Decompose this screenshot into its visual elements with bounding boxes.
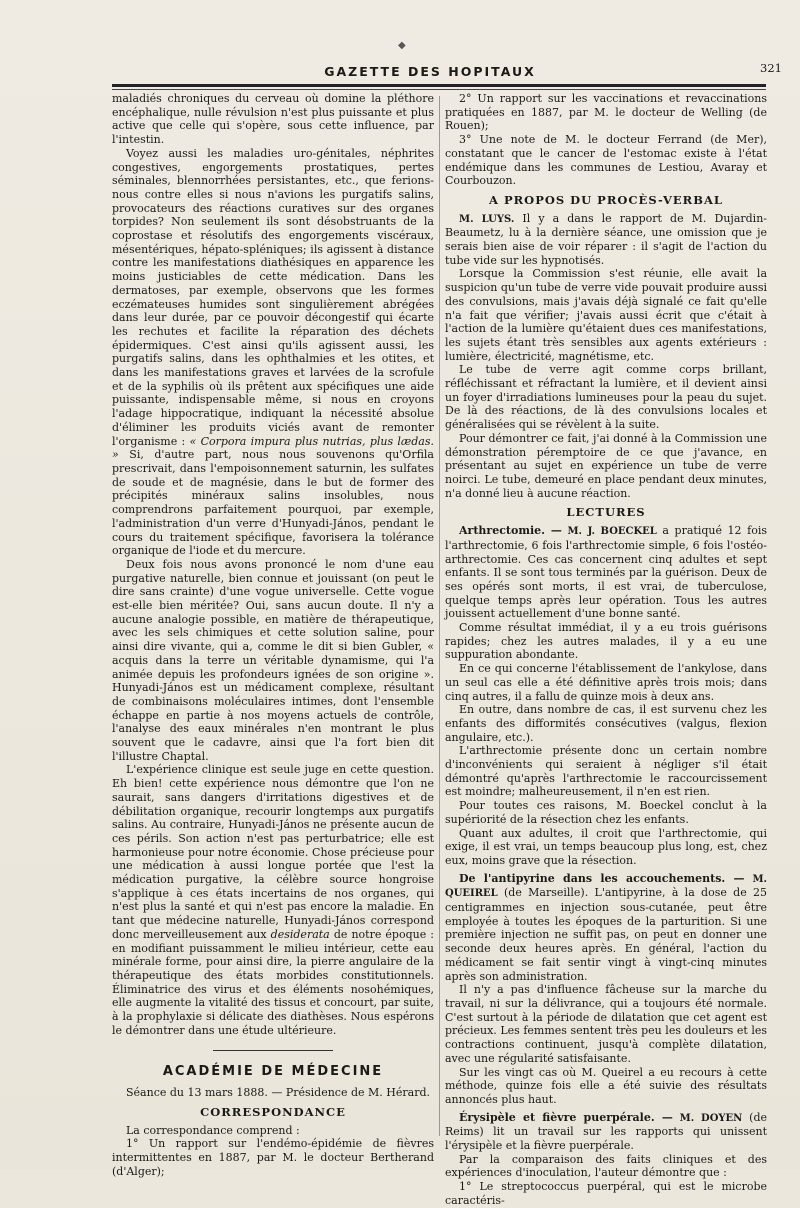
- paragraph: Pour démontrer ce fait, j'ai donné à la Commission une démonstration péremptoire de ce que j'avance, en présentant au sujet en expérience un tube de verre noirci. Le tube, demeuré en place pendant deux minutes, n'a donné lieu à aucune réaction.: [445, 431, 767, 500]
- list-item: 1° Un rapport sur l'endémo-épidémie de fièvres intermittentes en 1887, par M. le docteur Bertherand (d'Alger);: [112, 1137, 434, 1178]
- paragraph: [445, 872, 767, 984]
- paragraph: Deux fois nous avons prononcé le nom d'une eau purgative naturelle, bien connue et jouissant (on peut le dire sans crainte) d'une vogue universelle. Cette vogue est-elle bien méritée? Oui, sans aucun doute. Il n'y a aucune analogie possible, en matière de thérapeutique, avec les sels chimiques et cette solution saline, pour ainsi dire vivante, qui a, comme le dit si bien Gubler, « acquis dans la terre un véritable dynamisme, qui l'a animée depuis les profondeurs ignées de son origine ». Hunyadi-János est un médicament complexe, résultant de combinaisons moléculaires intimes, dont l'ensemble échappe en partie à nos moyens actuels de contrôle, l'analyse des eaux minérales n'en montrant le plus souvent que le cadavre, ainsi que l'a fort bien dit l'illustre Chaptal.: [112, 557, 434, 763]
- article-label: De l'antipyrine dans les accouchements. —: [459, 871, 745, 885]
- paragraph-text: a pratiqué 12 fois l'arthrectomie, 6 fois l'arthrectomie simple, 6 fois l'ostéo-arthrectomie. Ces cas concernent cinq adultes et sept enfants. Il se sont tous terminés par la guérison. Deux de ses opérés sont morts, il est vrai, de tuberculose, quelque temps après leur opération. Tous les autres jouissent actuellement d'une bonne santé.: [445, 524, 767, 621]
- paragraph: Par la comparaison des faits cliniques et des expériences d'inoculation, l'auteur démontre que :: [445, 1152, 767, 1180]
- author-name: M. J. BOECKEL: [567, 526, 657, 538]
- paragraph: 1° Le streptococcus puerpéral, qui est le microbe caractéris-: [445, 1180, 767, 1207]
- page-number: 321: [760, 61, 782, 75]
- latin-quote: « Corpora impura plus nutrias, plus lædas. »: [112, 434, 435, 462]
- header-rule-thin: [112, 89, 766, 90]
- paragraph-text: Voyez aussi les maladies uro-génitales, néphrites congestives, engorgements prostatiques, pertes séminales, blennorrhées persistantes, etc., que ferions-nous contre elles si nous n'avions les purgatifs salins, provocateurs des réactions curatives sur des organes torpides? Non seulement ils sont désobstruants de la coprostase et résolutifs des engorgements viscéraux, mésentériques, hépato-spléniques; ils agissent à distance contre les manifestations diathésiques en apparence les moins justiciables de cette médication. Dans les dermatoses, par exemple, observons que les formes eczémateuses humides sont singulièrement abrégées dans leur durée, par ce pouvoir décongestif qui écarte les rechutes et facilite la réparation des déchets épidermiques. C'est ainsi qu'ils agissent aussi, les purgatifs salins, dans les ophthalmies et les otites, et dans les manifestations graves et larvées de la scrofule et de la syphilis où ils prêtent aux spécifiques une aide puissante, indispensable même, si nous en croyons l'adage hippocratique, indiquant la nécessité absolue d'éliminer les produits viciés avant de remonter l'organisme :: [112, 146, 434, 448]
- paragraph: Comme résultat immédiat, il y a eu trois guérisons rapides; chez les autres malades, il y a eu une suppuration abondante.: [445, 621, 767, 662]
- academy-title: ACADÉMIE DE MÉDECINE: [162, 1063, 384, 1079]
- list-item: 3° Une note de M. le docteur Ferrand (de Mer), constatant que le cancer de l'estomac existe à l'état endémique dans les communes de Lestiou, Avaray et Courbouzon.: [445, 133, 767, 188]
- paragraph-text: L'expérience clinique est seule juge en cette question. Eh bien! cette expérience nous démontre que l'on ne saurait, sans dangers d'irritations digestives et de débilitation organique, recourir longtemps aux purgatifs salins. Au contraire, Hunyadi-János ne présente aucun de ces périls. Son action n'est pas perturbatrice; elle est harmonieuse pour notre économie. Chose précieuse pour une médication à aussi longue portée que l'est la médication purgative, la célèbre source hongroise s'applique à ces états incertains de nos organes, qui n'est plus la santé et qui n'est pas encore la maladie. En tant que médecine naturelle, Hunyadi-János correspond donc merveilleusement aux: [112, 763, 434, 941]
- paragraph: La correspondance comprend :: [126, 1123, 300, 1137]
- author-name: M. DOYEN: [679, 1112, 743, 1124]
- paragraph: Il n'y a pas d'influence fâcheuse sur la marche du travail, ni sur la délivrance, qui a toujours été normale. C'est surtout à la période de dilatation que cet agent est précieux. Les femmes sentent très peu les douleurs et les contractions continuent, jusqu'à complète dilatation, avec une régularité satisfaisante.: [445, 983, 767, 1065]
- paragraph: En outre, dans nombre de cas, il est survenu chez les enfants des difformités consécutives (valgus, flexion angulaire, etc.).: [445, 703, 767, 744]
- paragraph: En ce qui concerne l'établissement de l'ankylose, dans un seul cas elle a été définitive après trois mois; dans cinq autres, il a fallu de quinze mois à deux ans.: [445, 662, 767, 703]
- left-column: [112, 92, 434, 1178]
- paragraph: [112, 147, 434, 558]
- proces-verbal-title: A PROPOS DU PROCÈS-VERBAL: [489, 192, 723, 207]
- paragraph: [445, 1111, 767, 1153]
- section-divider: [213, 1050, 333, 1051]
- paragraph: [112, 763, 434, 1037]
- paragraph-text: Si, d'autre part, nous nous souvenons qu'Orfila prescrivait, dans l'empoisonnement saturnin, les sulfates de soude et de magnésie, dans le but de former des précipités minéraux salins insolubles, nous comprendrons parfaitement pourquoi, par exemple, l'administration d'un verre d'Hunyadi-János, pendant le cours du traitement spécifique, favorisera la tolérance organique de l'iode et du mercure.: [112, 448, 434, 558]
- paragraph-text: de notre époque : en modifiant puissamment le milieu intérieur, cette eau minérale forme, pour ainsi dire, la pierre angulaire de la thérapeutique des états morbides constitutionnels. Éliminatrice des virus et des éléments nosohémiques, elle augmente la vitalité des tissus et concourt, par suite, à la prophylaxie si délicate des diathèses. Nous espérons le démontrer dans une étude ultérieure.: [112, 927, 435, 1037]
- paragraph: Quant aux adultes, il croit que l'arthrectomie, qui exige, il est vrai, un temps beaucoup plus long, est, chez eux, moins grave que la résection.: [445, 826, 767, 867]
- paragraph-text: Il y a dans le rapport de M. Dujardin-Beaumetz, lu à la dernière séance, une omission que je serais bien aise de voir réparer : il s'agit de l'action du tube vide sur les hypnotisés.: [445, 211, 767, 267]
- article-label: Arthrectomie. —: [459, 524, 562, 538]
- paragraph-text: (de Reims) lit un travail sur les rapports qui unissent l'érysipèle et la fièvre puerpérale.: [445, 1110, 768, 1153]
- speaker-name: M. LUYS.: [459, 213, 515, 225]
- article-label: Érysipèle et fièvre puerpérale. —: [459, 1110, 673, 1124]
- header-rule-thick: [112, 84, 766, 87]
- paragraph: L'arthrectomie présente donc un certain nombre d'inconvénients qui seraient à négliger s'il était démontré qu'après l'arthrectomie le raccourcissement est moindre; malheureusement, il n'en est rien.: [445, 744, 767, 799]
- paragraph: Le tube de verre agit comme corps brillant, réfléchissant et réfractant la lumière, et il devient ainsi un foyer d'irradiations lumineuses pour la peau du sujet. De là des réactions, de là des convulsions locales et généralisées qui se révèlent à la suite.: [445, 363, 767, 432]
- paragraph: Sur les vingt cas où M. Queirel a eu recours à cette méthode, quinze fois elle a été suivie des résultats annoncés plus haut.: [445, 1065, 767, 1106]
- running-title: GAZETTE DES HOPITAUX: [324, 64, 536, 79]
- page-header: [90, 40, 782, 90]
- paragraph: Lorsque la Commission s'est réunie, elle avait la suspicion qu'un tube de verre vide pouvait produire aussi des convulsions, mais j'avais déjà signalé ce fait qu'elle n'a fait que vérifier; j'avais aussi écrit que c'était à l'action de la lumière qu'étaient dues ces manifestations, les sujets étant très sensibles aux agents extérieurs : lumière, électricité, magnétisme, etc.: [445, 267, 767, 363]
- paragraph: maladiés chroniques du cerveau où domine la pléthore encéphalique, nulle révulsion n'est plus puissante et plus active que celle qui s'opère, sous cette influence, par l'intestin.: [112, 92, 434, 147]
- column-divider: [439, 96, 440, 1136]
- right-column: [445, 92, 767, 1208]
- correspondance-title: CORRESPONDANCE: [200, 1104, 346, 1119]
- header-ornament: ◆: [398, 40, 406, 51]
- lectures-title: LECTURES: [566, 505, 646, 520]
- paragraph: [445, 524, 767, 621]
- italic-term: desiderata: [270, 927, 330, 941]
- paragraph: Pour toutes ces raisons, M. Boeckel conclut à la supériorité de la résection chez les enfants.: [445, 799, 767, 826]
- paragraph-text: (de Marseille). L'antipyrine, à la dose de 25 centigrammes en injection sous-cutanée, peut être employée à toutes les époques de la parturition. Si une première injection ne suffit pas, on peut en donner une seconde deux heures après. En général, l'action du médicament se fait sentir vingt à vingt-cinq minutes après son administration.: [445, 886, 767, 983]
- paragraph: [445, 212, 767, 268]
- author-name: M. QUEIREL: [445, 873, 768, 900]
- list-item: 2° Un rapport sur les vaccinations et revaccinations pratiquées en 1887, par M. le docteur de Welling (de Rouen);: [445, 92, 767, 133]
- session-line: Séance du 13 mars 1888. — Présidence de M. Hérard.: [126, 1086, 430, 1100]
